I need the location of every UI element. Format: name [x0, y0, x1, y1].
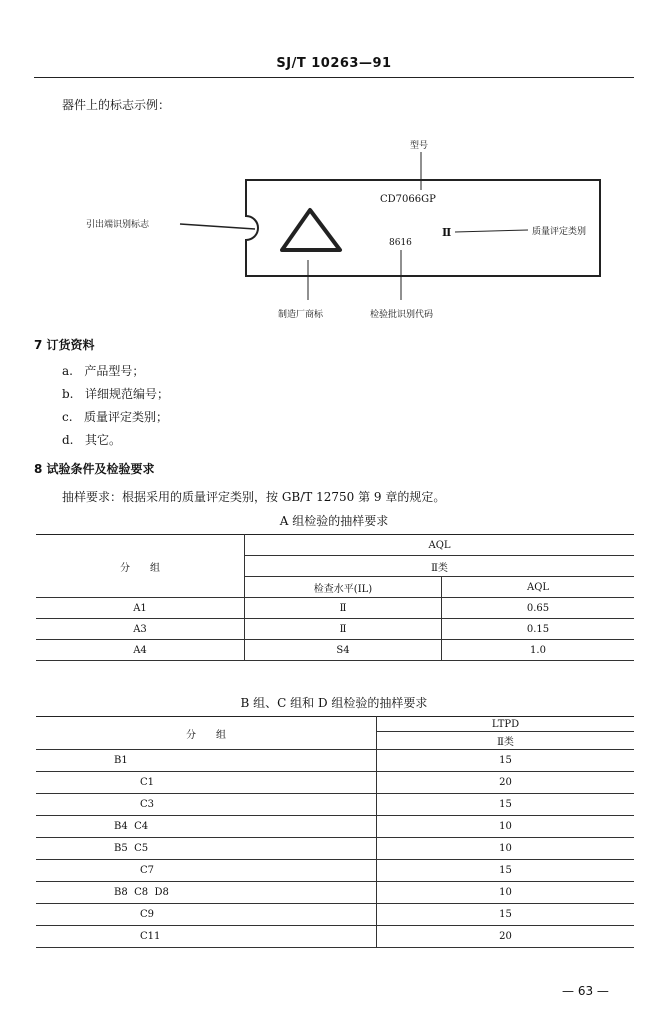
sampling-requirement: 抽样要求：根据采用的质量评定类别，按 GB/T 12750 第 9 章的规定。	[62, 490, 446, 504]
batch-code-label: 检验批识别代码	[370, 310, 434, 320]
table-b-caption: B 组、C 组和 D 组检验的抽样要求	[240, 696, 428, 710]
ordering-item	[62, 385, 169, 402]
page-number: — 63 —	[562, 984, 609, 998]
model-number: CD7066GP	[380, 194, 436, 205]
ordering-item	[62, 431, 121, 448]
table-b-group: C9	[36, 904, 377, 926]
leader-lead-mark	[180, 224, 255, 229]
table-b-ltpd: 20	[377, 772, 635, 794]
ordering-item	[62, 408, 168, 425]
ordering-item-letter: c.	[62, 410, 73, 424]
document-standard-code: SJ/T 10263—91	[276, 56, 392, 71]
table-row	[36, 640, 634, 661]
table-b-group: C11	[36, 926, 377, 948]
table-b-group: B8 C8 D8	[36, 882, 377, 904]
table-b-ltpd: 15	[377, 794, 635, 816]
table-a-col-aql: AQL	[245, 535, 635, 556]
table-b	[36, 716, 634, 948]
table-b-group: B1	[36, 750, 377, 772]
ordering-item-letter: a.	[62, 364, 73, 378]
table-b-col-ltpd: LTPD	[377, 717, 635, 732]
table-row	[36, 619, 634, 640]
table-a-level: S4	[245, 640, 442, 661]
table-b-group: C1	[36, 772, 377, 794]
ordering-item	[62, 362, 144, 379]
table-a-group: A1	[36, 598, 245, 619]
table-b-group: B5 C5	[36, 838, 377, 860]
table-a-col-category: Ⅱ类	[245, 556, 635, 577]
table-a-aql: 0.15	[442, 619, 635, 640]
table-a-aql: 0.65	[442, 598, 635, 619]
ordering-item-letter: b.	[62, 387, 74, 401]
table-row	[36, 750, 634, 772]
table-b-ltpd: 20	[377, 926, 635, 948]
leader-quality	[455, 230, 528, 232]
table-row	[36, 794, 634, 816]
table-a-col-aql-sub: AQL	[442, 577, 635, 598]
table-row	[36, 904, 634, 926]
table-row	[36, 598, 634, 619]
table-a-col-group: 分 组	[36, 535, 245, 598]
quality-category-value: Ⅱ	[442, 226, 452, 239]
table-a-col-level: 检查水平(IL)	[245, 577, 442, 598]
table-b-ltpd: 15	[377, 750, 635, 772]
table-b-ltpd: 10	[377, 838, 635, 860]
manufacturer-logo-triangle	[282, 210, 340, 250]
marking-diagram	[0, 0, 668, 330]
table-b-group: C7	[36, 860, 377, 882]
table-row	[36, 772, 634, 794]
manufacturer-mark-label: 制造厂商标	[278, 310, 324, 320]
ordering-item-text: 质量评定类别；	[84, 410, 169, 424]
table-row	[36, 816, 634, 838]
table-row	[36, 882, 634, 904]
table-row	[36, 926, 634, 948]
table-a-level: Ⅱ	[245, 598, 442, 619]
ordering-item-text: 详细规范编号；	[84, 387, 169, 401]
table-a-aql: 1.0	[442, 640, 635, 661]
marking-intro: 器件上的标志示例：	[62, 98, 171, 112]
table-b-ltpd: 15	[377, 904, 635, 926]
lead-mark-label: 引出端识别标志	[86, 220, 150, 230]
table-b-col-group: 分 组	[36, 717, 377, 750]
quality-category-label: 质量评定类别	[532, 227, 587, 237]
table-a-group: A3	[36, 619, 245, 640]
ordering-heading: 7 订货资料	[34, 338, 95, 352]
table-a-caption: A 组检验的抽样要求	[279, 514, 389, 528]
table-b-ltpd: 15	[377, 860, 635, 882]
table-row	[36, 860, 634, 882]
table-a	[36, 534, 634, 661]
table-b-col-category: Ⅱ类	[377, 732, 635, 750]
table-b-ltpd: 10	[377, 816, 635, 838]
table-a-group: A4	[36, 640, 245, 661]
ordering-item-text: 其它。	[84, 433, 121, 447]
table-b-group: B4 C4	[36, 816, 377, 838]
table-b-ltpd: 10	[377, 882, 635, 904]
table-b-group: C3	[36, 794, 377, 816]
test-heading: 8 试验条件及检验要求	[34, 462, 155, 476]
ordering-item-text: 产品型号；	[84, 364, 145, 378]
ordering-item-letter: d.	[62, 433, 74, 447]
table-a-level: Ⅱ	[245, 619, 442, 640]
table-row	[36, 838, 634, 860]
batch-code-value: 8616	[389, 238, 412, 248]
model-label: 型号	[410, 141, 429, 151]
